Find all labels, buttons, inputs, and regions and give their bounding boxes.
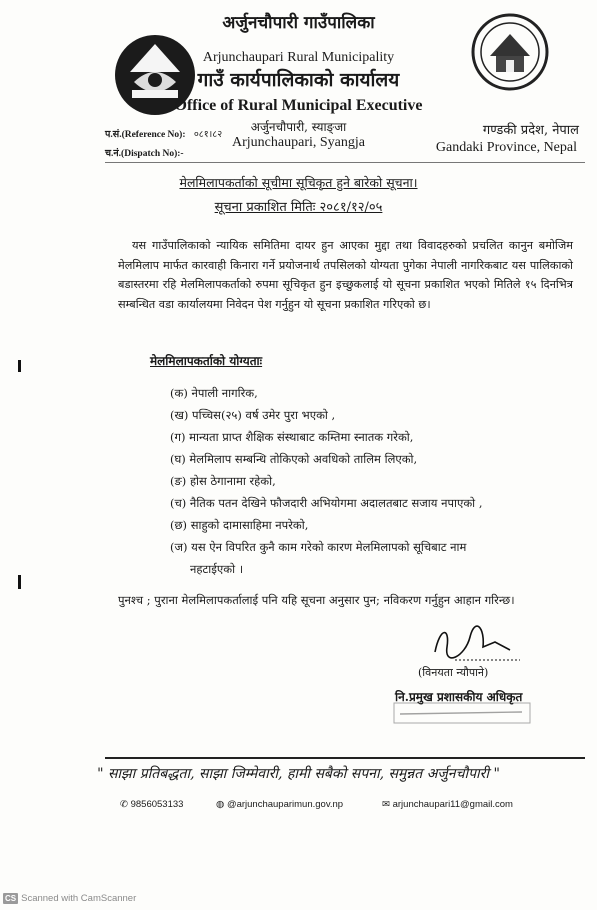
scanner-watermark (3, 893, 136, 904)
list-item: (क) नेपाली नागरिक, (170, 386, 258, 400)
reference-label: प.सं.(Reference No): (105, 130, 186, 140)
signer-designation: नि.प्रमुख प्रशासकीय अधिकृत (395, 690, 523, 704)
reference-value: ०८१।८२ (193, 130, 223, 140)
municipality-title-nepali: अर्जुनचौपारी गाउँपालिका (222, 13, 375, 33)
phone-number: 9856053133 (130, 799, 184, 810)
signer-name: (विनयता न्यौपाने) (418, 666, 489, 679)
list-item: (ङ) होस ठेगानामा रहेको, (170, 474, 276, 488)
email-text: arjunchaupari11@gmail.com (392, 799, 513, 810)
province-nepali: गण्डकी प्रदेश, नेपाल (482, 123, 579, 138)
list-item: (च) नैतिक पतन देखिने फौजदारी अभियोगमा अदालतबाट सजाय नपाएको , (170, 496, 483, 510)
address-english: Arjunchaupari, Syangja (232, 135, 365, 150)
list-item: (घ) मेलमिलाप सम्बन्धि तोकिएको अवधिको तालिम लिएको, (170, 452, 418, 466)
scan-artifact-mark (18, 575, 21, 589)
scan-artifact-mark (18, 360, 21, 372)
footer-divider (105, 757, 585, 759)
notice-body: यस गाउँपालिकाको न्यायिक समितिमा दायर हुन आएका मुद्दा तथा विवादहरुको प्रचलित कानुन बमोजिम मेलमिलाप मार्फत कारवाही किनारा गर्ने प्रयोजनार्थ तपसिलको योग्यता पुगेका नेपाली नागरिकबाट यस पालिकाको बडास्तरमा रहि मेलमिलापकर्ताको रुपमा सूचिकृत हुन इच्छुकलाई यो सूचना प्रकाशित भएको मितिले १५ दिनभित्र सम्बन्धित वडा कार्यालयमा निवेदन पेश गर्नुहुन यो सूचना प्रकाशित गरिएको छ। (118, 239, 573, 311)
province-english: Gandaki Province, Nepal (435, 140, 577, 155)
publish-date: सूचना प्रकाशित मितिः २०८१/१२/०५ (214, 200, 383, 215)
email-contact (382, 799, 513, 810)
phone-contact (120, 799, 183, 810)
dispatch-number: च.नं.(Dispatch No):- (105, 149, 184, 159)
camscanner-logo-icon: CS (5, 894, 17, 903)
mail-icon: ✉ (382, 799, 390, 810)
office-title-english: Office of Rural Municipal Executive (174, 97, 423, 114)
list-item: (ख) पच्चिस(२५) वर्ष उमेर पुरा भएको , (170, 408, 336, 422)
address-nepali: अर्जुनचौपारी, स्याङ्जा (250, 120, 347, 134)
list-item: (ग) मान्यता प्राप्त शैक्षिक संस्थाबाट कम्तिमा स्नातक गरेको, (170, 430, 414, 444)
footer-slogan: " साझा प्रतिबद्धता, साझा जिम्मेवारी, हामी सबैको सपना, समुन्नत अर्जुनचौपारी " (97, 766, 500, 782)
municipality-name-english: Arjunchaupari Rural Municipality (202, 50, 395, 65)
notice-subject: मेलमिलापकर्ताको सूचीमा सूचिकृत हुने बारेको सूचना। (179, 175, 418, 190)
reference-number (105, 127, 222, 140)
scanner-text: Scanned with CamScanner (21, 893, 137, 904)
postscript-note: पुनश्च ; पुराना मेलमिलापकर्तालाई पनि यहि सूचना अनुसार पुन; नविकरण गर्नुहुन आहान गरिन्छ। (118, 593, 515, 607)
qualifications-list (170, 382, 482, 580)
phone-icon: ✆ (120, 799, 128, 810)
header-divider (105, 162, 585, 163)
office-title-nepali: गाउँ कार्यपालिकाको कार्यालय (197, 69, 400, 91)
qualifications-heading: मेलमिलापकर्ताको योग्यताः (150, 354, 263, 368)
website-text: @arjunchauparimun.gov.np (226, 799, 344, 810)
signature-icon (425, 622, 525, 667)
list-item: नहटाईएको । (190, 562, 244, 576)
list-item: (छ) साहुको दामासाहिमा नपरेको, (170, 518, 309, 532)
globe-icon: ◍ (216, 799, 225, 810)
list-item: (ज) यस ऐन विपरित कुनै काम गरेको कारण मेलमिलापको सूचिबाट नाम (170, 540, 467, 554)
official-stamp-icon (392, 700, 532, 726)
website-contact (216, 799, 343, 810)
